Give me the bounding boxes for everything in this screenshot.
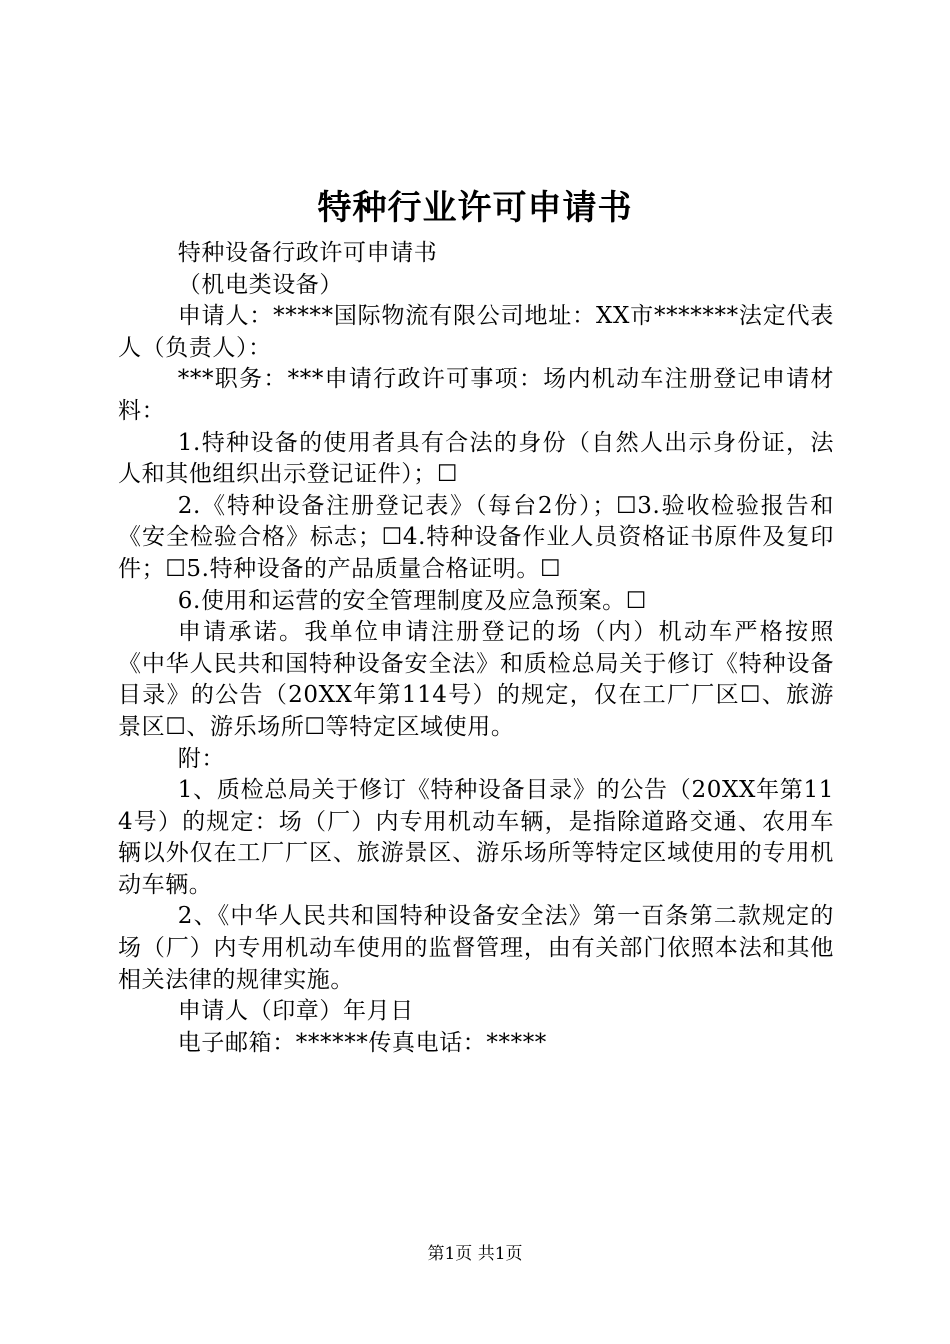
paragraph-signature-date: 申请人（印章）年月日 xyxy=(177,998,414,1025)
paragraph-subtitle: 特种设备行政许可申请书 xyxy=(177,240,438,266)
paragraph-appendix-2: 2、《中华人民共和国特种设备安全法》第一百条第二款规定的场（厂）内专用机动车使用的监督管理，由有关部门依照本法和其他相关法律的规律实施。 xyxy=(118,903,834,993)
document-body xyxy=(118,238,834,1059)
paragraph-material-6: 6.使用和运营的安全管理制度及应急预案。☐ xyxy=(177,587,647,614)
document-title: 特种行业许可申请书 xyxy=(317,188,633,228)
paragraph-contact: 电子邮箱：******传真电话：***** xyxy=(177,1029,547,1056)
paragraph-materials-2-5: 2.《特种设备注册登记表》（每台2份）；☐3.验收检验报告和《安全检验合格》标志；☐4.特种设备作业人员资格证书原件及复印件；☐5.特种设备的产品质量合格证明。☐ xyxy=(118,492,834,582)
paragraph-appendix-1: 1、质检总局关于修订《特种设备目录》的公告（20XX年第114号）的规定：场（厂）内专用机动车辆，是指除道路交通、农用车辆以外仅在工厂厂区、旅游景区、游乐场所等特定区域使用的专用机动车辆。 xyxy=(118,777,834,898)
paragraph-appendix-label: 附： xyxy=(177,745,225,772)
paragraph-material-1: 1.特种设备的使用者具有合法的身份（自然人出示身份证，法人和其他组织出示登记证件）；☐ xyxy=(118,429,834,488)
paragraph-applicant: 申请人：*****国际物流有限公司地址：XX市*******法定代表人（负责人）： xyxy=(118,303,834,361)
paragraph-commitment: 申请承诺。我单位申请注册登记的场（内）机动车严格按照《中华人民共和国特种设备安全法》和质检总局关于修订《特种设备目录》的公告（20XX年第114号）的规定，仅在工厂厂区☐、旅游景区☐、游乐场所☐等特定区域使用。 xyxy=(118,619,834,740)
paragraph-equipment-type: （机电类设备） xyxy=(177,271,343,298)
page-number: 第1页 共1页 xyxy=(427,1244,523,1264)
paragraph-position-and-matter: ***职务：***申请行政许可事项：场内机动车注册登记申请材料： xyxy=(118,366,834,424)
